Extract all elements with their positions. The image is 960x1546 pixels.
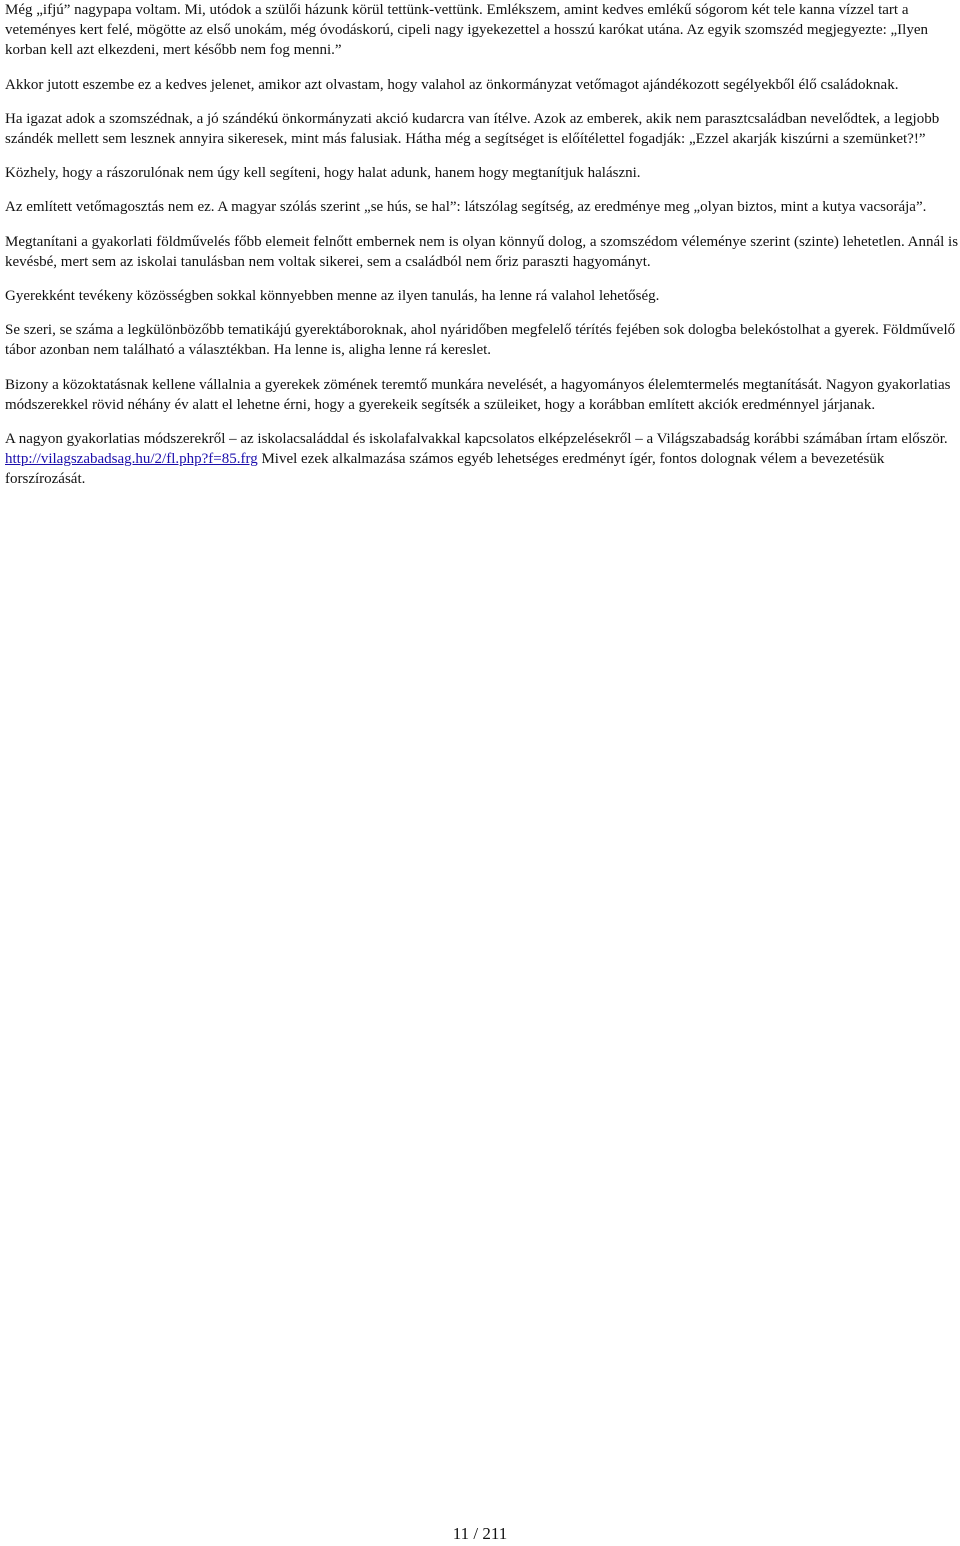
paragraph-9: Bizony a közoktatásnak kellene vállalnia a gyerekek zömének teremtő munkára nevelését, a hagyományos élelemtermelés megtanítását. Nagyon gyakorlatias módszerekkel rövid néhány év alatt el lehetne érni, hogy a gyerekeik segítsék a szüleiket, hogy a korábban említett akciók eredménnyel járjanak. bbox=[5, 376, 951, 413]
document-body bbox=[5, 0, 960, 504]
paragraph-1: Még „ifjú” nagypapa voltam. Mi, utódok a szülői házunk körül tettünk-vettünk. Emlékszem, amint kedves emlékű sógorom két tele kanna vízzel tart a veteményes kert felé, mögötte az első unokám, még óvodáskorú, cipeli nagy igyekezettel a hosszú karókat utána. Az egyik szomszéd megjegyezte: „Ilyen korban kell azt elkezdeni, mert később nem fog menni.” bbox=[5, 2, 929, 59]
paragraph-5: Az említett vetőmagosztás nem ez. A magyar szólás szerint „se hús, se hal”: látszólag segítség, az eredménye meg „olyan biztos, mint a kutya vacsorája”. bbox=[5, 199, 927, 216]
paragraph-6: Megtanítani a gyakorlati földművelés főbb elemeit felnőtt embernek nem is olyan könnyű dolog, a szomszédom véleménye szerint (szinte) lehetetlen. Annál is kevésbé, mert sem az iskolai tanulásban nem voltak sikerei, sem a családból nem őriz paraszti hagyományt. bbox=[5, 233, 959, 270]
paragraph-8: Se szeri, se száma a legkülönbözőbb tematikájú gyerektáboroknak, ahol nyáridőben megfelelő térítés fejében sok dologba belekóstolhat a gyerek. Földművelő tábor azonban nem található a választékban. Ha lenne is, aligha lenne rá kereslet. bbox=[5, 322, 956, 359]
paragraph-10-text-before: A nagyon gyakorlatias módszerekről – az iskolacsaláddal és iskolafalvakkal kapcsolatos elképzelésekről – a Világszabadság korábbi számában írtam először. bbox=[5, 431, 948, 448]
paragraph-10 bbox=[5, 429, 960, 490]
paragraph-2: Akkor jutott eszembe ez a kedves jelenet, amikor azt olvastam, hogy valahol az önkormányzat vetőmagot ajándékozott segélyekből élő családoknak. bbox=[5, 76, 899, 93]
paragraph-3: Ha igazat adok a szomszédnak, a jó szándékú önkormányzati akció kudarcra van ítélve. Azok az emberek, akik nem parasztcsaládban nevelődtek, a legjobb szándék mellett sem lesznek annyira sikeresek, mint más falusiak. Hátha még a segítséget is előítélettel fogadják: „Ezzel akarják kiszúrni a szemünket?!” bbox=[5, 110, 940, 148]
paragraph-7: Gyerekként tevékeny közösségben sokkal könnyebben menne az ilyen tanulás, ha lenne rá valahol lehetőség. bbox=[5, 288, 660, 305]
paragraph-4: Közhely, hogy a rászorulónak nem úgy kell segíteni, hogy halat adunk, hanem hogy megtanítjuk halászni. bbox=[5, 165, 641, 182]
paragraph-10-text-after: Mivel ezek alkalmazása számos egyéb lehetséges eredményt ígér, fontos dolognak vélem a bevezetésük forszírozását. bbox=[5, 451, 885, 488]
page-number: 11 / 211 bbox=[452, 1524, 508, 1543]
vilagszabadsag-link[interactable]: http://vilagszabadsag.hu/2/fl.php?f=85.frg bbox=[5, 451, 258, 468]
